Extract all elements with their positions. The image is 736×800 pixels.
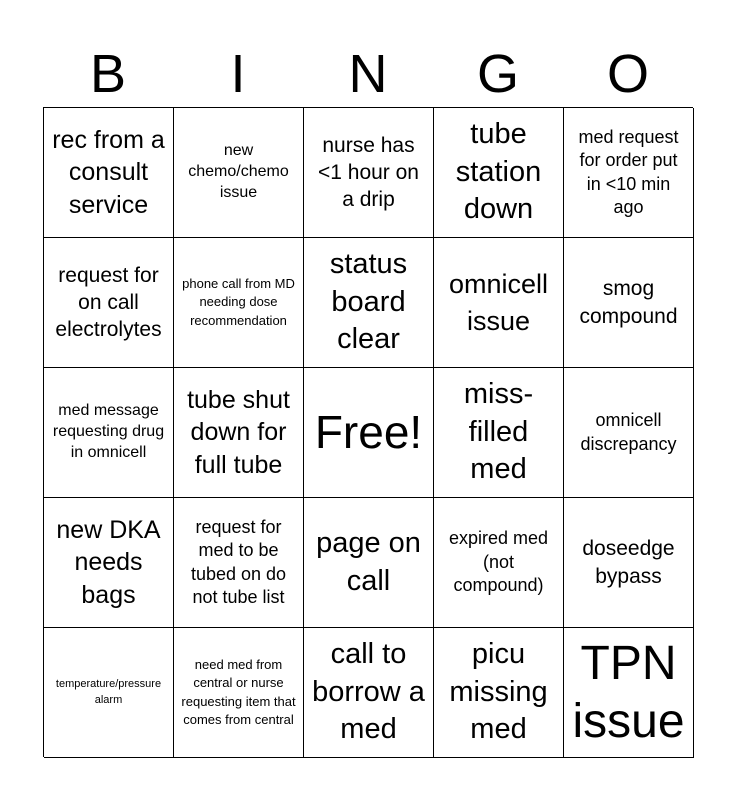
- bingo-cell[interactable]: [174, 108, 304, 238]
- bingo-cell[interactable]: [434, 498, 564, 628]
- cell-text: med message requesting drug in omnicell: [52, 402, 165, 461]
- cell-text: omnicell discrepancy: [580, 410, 677, 454]
- free-space-text: Free!: [314, 405, 423, 458]
- bingo-cell[interactable]: [44, 108, 174, 238]
- bingo-cell[interactable]: [434, 368, 564, 498]
- cell-text: tube station down: [455, 117, 542, 226]
- cell-text: need med from central or nurse requesting item that comes from central: [181, 657, 296, 727]
- bingo-cell[interactable]: [304, 108, 434, 238]
- bingo-cell[interactable]: [564, 628, 694, 758]
- bingo-board: [43, 107, 693, 757]
- bingo-cell[interactable]: [434, 108, 564, 238]
- bingo-cell free-cell[interactable]: [304, 368, 434, 498]
- bingo-cell[interactable]: [304, 628, 434, 758]
- cell-text: call to borrow a med: [312, 637, 425, 746]
- bingo-cell[interactable]: [174, 238, 304, 368]
- bingo-cell[interactable]: [44, 628, 174, 758]
- cell-text: new chemo/chemo issue: [188, 142, 289, 201]
- cell-text: picu missing med: [449, 637, 548, 746]
- header-letter-n: N: [348, 44, 388, 104]
- bingo-cell[interactable]: [434, 238, 564, 368]
- bingo-cell[interactable]: [564, 108, 694, 238]
- header-letter-b: B: [89, 44, 127, 104]
- cell-text: nurse has <1 hour on a drip: [317, 133, 419, 212]
- cell-text: tube shut down for full tube: [187, 385, 290, 479]
- bingo-cell[interactable]: [564, 238, 694, 368]
- bingo-cell[interactable]: [174, 628, 304, 758]
- bingo-cell[interactable]: [434, 628, 564, 758]
- bingo-cell[interactable]: [44, 498, 174, 628]
- bingo-cell[interactable]: [304, 238, 434, 368]
- cell-text: request for on call electrolytes: [55, 263, 162, 342]
- bingo-cell[interactable]: [564, 498, 694, 628]
- cell-text: page on call: [316, 526, 421, 597]
- bingo-cell[interactable]: [44, 238, 174, 368]
- bingo-cell[interactable]: [44, 368, 174, 498]
- cell-text: miss-filled med: [463, 377, 534, 486]
- header-letter-g: G: [476, 44, 519, 104]
- header-letter-o: O: [606, 44, 649, 104]
- cell-text: med request for order put in <10 min ago: [578, 126, 679, 217]
- cell-text: temperature/pressure alarm: [55, 678, 162, 706]
- bingo-cell[interactable]: [174, 368, 304, 498]
- cell-text: smog compound: [579, 277, 678, 328]
- bingo-cell[interactable]: [174, 498, 304, 628]
- cell-text: status board clear: [329, 247, 408, 356]
- cell-text: TPN issue: [572, 636, 685, 748]
- cell-text: expired med (not compound): [448, 528, 549, 596]
- header-letter-i: I: [230, 44, 246, 104]
- bingo-header: [43, 40, 693, 108]
- cell-text: request for med to be tubed on do not tube list: [190, 516, 287, 607]
- bingo-cell[interactable]: [564, 368, 694, 498]
- bingo-cell[interactable]: [304, 498, 434, 628]
- cell-text: omnicell issue: [448, 269, 549, 336]
- cell-text: rec from a consult service: [52, 125, 165, 219]
- cell-text: new DKA needs bags: [56, 515, 161, 609]
- cell-text: phone call from MD needing dose recommendation: [182, 276, 295, 328]
- cell-text: doseedge bypass: [582, 537, 675, 588]
